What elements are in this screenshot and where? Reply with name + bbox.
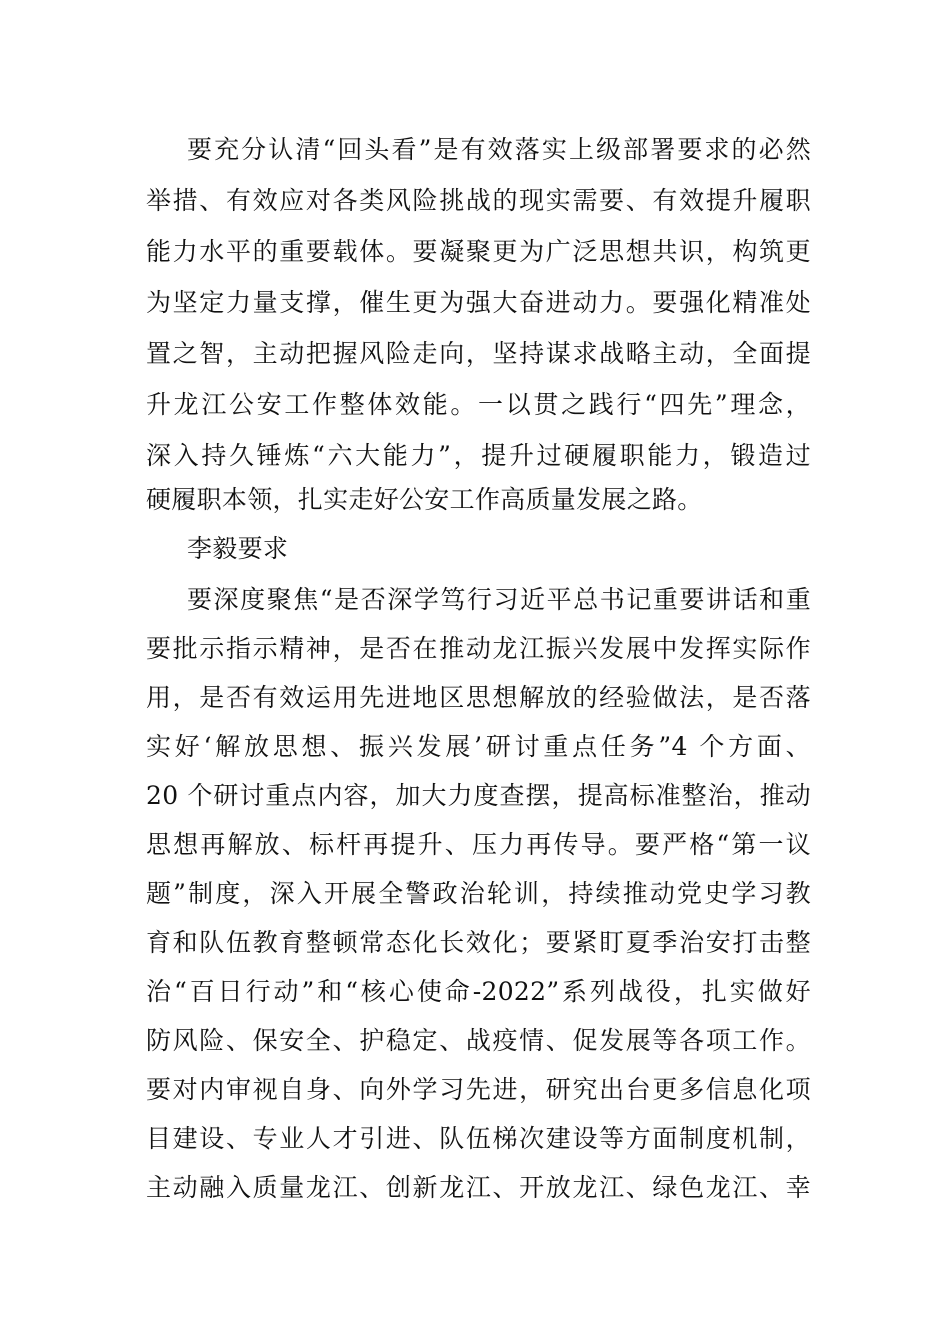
paragraph-2-line-10: 防风险、保安全、护稳定、战疫情、促发展等各项工作。: [146, 1026, 811, 1055]
paragraph-2-line-6: 思想再解放、标杆再提升、压力再传导。要严格“第一议: [146, 830, 811, 859]
paragraph-1-line-7: 深入持久锤炼“六大能力”，提升过硬履职能力，锻造过: [146, 441, 811, 470]
paragraph-1-line-1: 要充分认清“回头看”是有效落实上级部署要求的必然: [187, 135, 811, 164]
paragraph-1-line-3: 能力水平的重要载体。要凝聚更为广泛思想共识，构筑更: [146, 237, 811, 266]
paragraph-2-line-12: 目建设、专业人才引进、队伍梯次建设等方面制度机制，: [146, 1124, 811, 1153]
paragraph-1-line-2: 举措、有效应对各类风险挑战的现实需要、有效提升履职: [146, 186, 811, 215]
paragraph-1-line-5: 置之智，主动把握风险走向，坚持谋求战略主动，全面提: [146, 339, 811, 368]
paragraph-2-line-1: 要深度聚焦“是否深学笃行习近平总书记重要讲话和重: [187, 585, 811, 614]
paragraph-1-line-8: 硬履职本领，扎实走好公安工作高质量发展之路。: [146, 485, 703, 514]
paragraph-1-line-6: 升龙江公安工作整体效能。一以贯之践行“四先”理念，: [146, 390, 811, 419]
paragraph-2-line-5: 20 个研讨重点内容，加大力度查摆，提高标准整治，推动: [146, 781, 811, 810]
paragraph-2-line-9: 治“百日行动”和“核心使命-2022”系列战役，扎实做好: [146, 977, 811, 1006]
paragraph-2-line-7: 题”制度，深入开展全警政治轮训，持续推动党史学习教: [146, 879, 811, 908]
paragraph-2-line-8: 育和队伍教育整顿常态化长效化；要紧盯夏季治安打击整: [146, 928, 811, 957]
paragraph-2-line-3: 用，是否有效运用先进地区思想解放的经验做法，是否落: [146, 683, 811, 712]
section-heading: 李毅要求: [187, 534, 289, 563]
paragraph-2-line-13: 主动融入质量龙江、创新龙江、开放龙江、绿色龙江、幸: [146, 1173, 811, 1202]
paragraph-2-line-4: 实好‘解放思想、振兴发展’研讨重点任务”4 个方面、: [146, 732, 811, 761]
paragraph-1-line-4: 为坚定力量支撑，催生更为强大奋进动力。要强化精准处: [146, 288, 811, 317]
paragraph-2-line-2: 要批示指示精神，是否在推动龙江振兴发展中发挥实际作: [146, 634, 811, 663]
paragraph-2-line-11: 要对内审视自身、向外学习先进，研究出台更多信息化项: [146, 1075, 811, 1104]
